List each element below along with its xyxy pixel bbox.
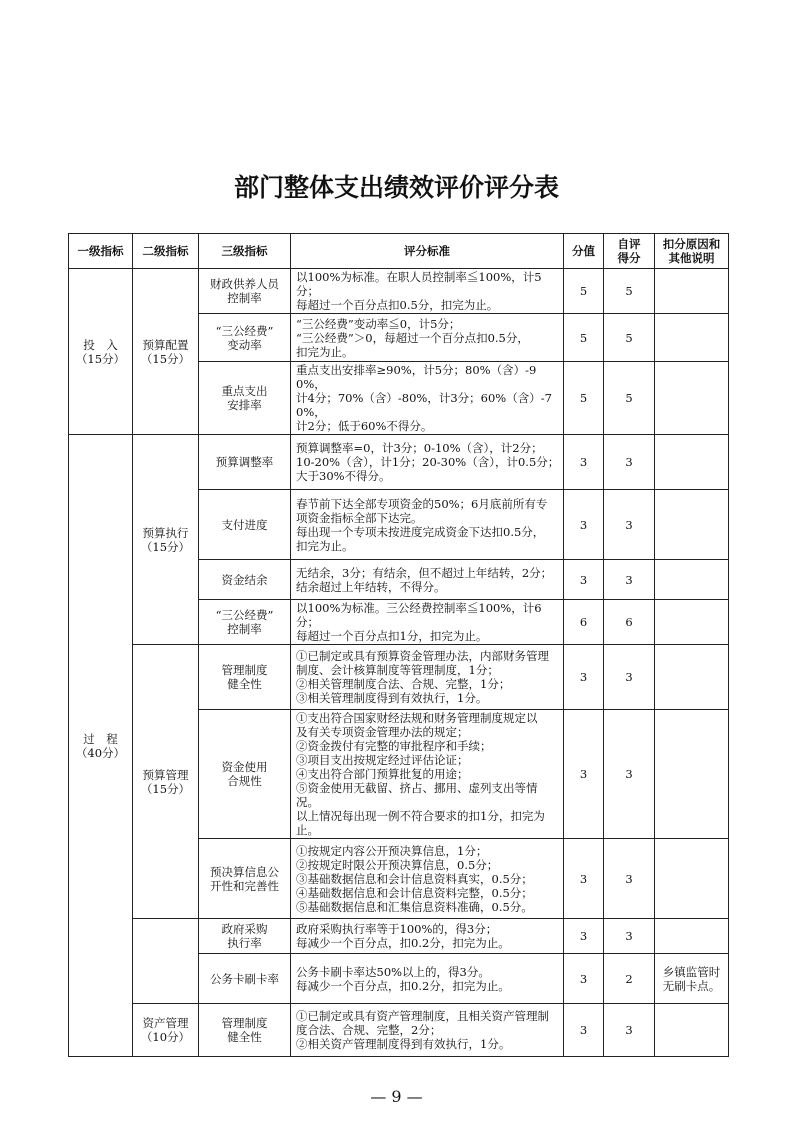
level2-cell-points: （15分）	[140, 351, 191, 366]
criteria-line: 大于30%不得分。	[296, 469, 391, 483]
criteria-line: 每超过一个百分点扣1分，扣完为止。	[296, 629, 488, 643]
header-level1: 一级指标	[69, 234, 133, 269]
level3-cell	[199, 1004, 291, 1057]
level2-cell	[133, 919, 199, 1004]
self-score-cell: 5	[604, 269, 655, 314]
score-cell: 3	[564, 954, 604, 1004]
criteria-cell	[291, 710, 564, 839]
criteria-line: 扣完为止。	[296, 538, 354, 553]
criteria-line: “三公经费”＞0，每超过一个百分点扣0.5分，	[296, 330, 529, 345]
level3-line: 控制率	[227, 291, 262, 305]
score-cell: 3	[564, 490, 604, 560]
note-cell	[655, 435, 729, 490]
self-score-cell: 3	[604, 490, 655, 560]
note-cell	[655, 1004, 729, 1057]
note-cell	[655, 600, 729, 645]
level2-cell-points: （15分）	[140, 781, 191, 796]
criteria-cell	[291, 269, 564, 314]
criteria-line: 计2分；低于60%不得分。	[296, 419, 433, 433]
criteria-cell	[291, 314, 564, 362]
score-cell: 3	[564, 710, 604, 839]
level3-cell	[199, 919, 291, 954]
criteria-cell	[291, 839, 564, 919]
level3-cell	[199, 490, 291, 560]
criteria-line: 每减少一个百分点，扣0.2分，扣完为止。	[296, 978, 510, 993]
self-score-cell: 3	[604, 435, 655, 490]
score-cell: 3	[564, 645, 604, 710]
level3-line: 财政供养人员	[210, 277, 279, 291]
self-score-cell: 3	[604, 645, 655, 710]
header-self-score: 自评得分	[604, 234, 655, 269]
criteria-line: 公务卡刷卡率达50%以上的，得3分。	[296, 964, 490, 979]
header-level2: 二级指标	[133, 234, 199, 269]
self-score-cell: 6	[604, 600, 655, 645]
criteria-line: ②相关管理制度合法、合规、完整，1分；	[296, 677, 511, 691]
score-cell: 3	[564, 560, 604, 600]
level3-cell	[199, 362, 291, 435]
level1-cell-points: （40分）	[75, 745, 126, 760]
level3-line: 重点支出	[221, 384, 268, 398]
criteria-line: ①已制定或具有预算资金管理办法，内部财务管理	[296, 649, 549, 663]
level3-line: “三公经费”	[215, 323, 274, 338]
criteria-line: 结余超过上年结转，不得分。	[296, 579, 446, 594]
criteria-line: “三公经费”变动率≦0，计5分；	[296, 316, 461, 331]
criteria-cell	[291, 1004, 564, 1057]
level3-line: 支付进度	[221, 517, 268, 532]
level2-cell-points: （15分）	[140, 539, 191, 554]
header-level3: 三级指标	[199, 234, 291, 269]
criteria-line: ①已制定或具有资产管理制度，且相关资产管理制	[296, 1009, 549, 1023]
criteria-cell	[291, 919, 564, 954]
level2-cell-label: 预算执行	[142, 525, 189, 540]
criteria-line: 计4分；70%（含）-80%，计3分；60%（含）-70%，	[296, 391, 552, 419]
level3-line: 变动率	[227, 337, 262, 352]
criteria-line: 项资金指标全部下达完。	[296, 510, 423, 525]
self-score-cell: 3	[604, 560, 655, 600]
criteria-line: 每出现一个专项未按进度完成资金下达扣0.5分，	[296, 524, 545, 539]
header-criteria: 评分标准	[291, 234, 564, 269]
criteria-line: 重点支出安排率≥90%，计5分；80%（含）-90%，	[296, 363, 537, 391]
criteria-cell	[291, 645, 564, 710]
criteria-line: 及有关专项资金管理办法的规定；	[296, 725, 469, 739]
criteria-line: ②资金拨付有完整的审批程序和手续；	[296, 739, 492, 753]
score-cell: 5	[564, 362, 604, 435]
level3-line: 安排率	[227, 398, 262, 412]
level3-line: 资金结余	[221, 572, 268, 587]
score-cell: 3	[564, 435, 604, 490]
self-score-cell: 3	[604, 919, 655, 954]
criteria-cell	[291, 954, 564, 1004]
self-score-cell: 3	[604, 710, 655, 839]
criteria-line: ①支出符合国家财经法规和财务管理制度规定以	[296, 711, 538, 725]
table-row	[69, 645, 729, 710]
level3-line: 开性和完善性	[210, 878, 279, 893]
level3-line: 管理制度	[221, 663, 268, 677]
table-header-row	[69, 234, 729, 269]
table-row	[69, 435, 729, 490]
criteria-line: 度合法、合规、完整，2分；	[296, 1023, 442, 1037]
page-number: — 9 —	[370, 1087, 423, 1106]
criteria-line: 以100%为标准。三公经费控制率≦100%，计6分；	[296, 601, 542, 629]
criteria-line: 以100%为标准。在职人员控制率≦100%，计5分；	[296, 270, 542, 298]
level3-line: “三公经费”	[215, 608, 274, 622]
self-score-cell: 5	[604, 362, 655, 435]
level3-line: 健全性	[227, 1030, 262, 1044]
level3-cell	[199, 839, 291, 919]
level1-cell-label: 过 程	[83, 731, 118, 746]
score-cell: 5	[564, 269, 604, 314]
header-notes: 扣分原因和其他说明	[655, 234, 729, 269]
table-row	[69, 1004, 729, 1057]
note-cell	[655, 314, 729, 362]
level1-cell	[69, 435, 133, 1057]
criteria-cell	[291, 560, 564, 600]
self-score-cell: 3	[604, 1004, 655, 1057]
level2-cell-points: （10分）	[140, 1030, 191, 1044]
level3-cell	[199, 560, 291, 600]
level3-cell	[199, 954, 291, 1004]
note-cell	[655, 919, 729, 954]
page-title: 部门整体支出绩效评价评分表	[233, 173, 559, 202]
level1-cell-label: 投 入	[83, 337, 118, 352]
criteria-cell	[291, 435, 564, 490]
level3-line: 合规性	[227, 774, 262, 788]
criteria-line: ⑤资金使用无截留、挤占、挪用、虚列支出等情况。	[296, 781, 538, 809]
criteria-line: 制度、会计核算制度等管理制度，1分；	[296, 663, 499, 677]
level2-cell-label: 资产管理	[142, 1016, 189, 1030]
level2-cell-label: 预算管理	[142, 767, 189, 782]
scoring-table	[68, 233, 729, 1057]
table-row	[69, 269, 729, 314]
note-cell	[655, 490, 729, 560]
criteria-line: 预算调整率=0，计3分；0-10%（含），计2分；	[296, 441, 543, 455]
self-score-cell: 2	[604, 954, 655, 1004]
level3-line: 预决算信息公	[210, 864, 279, 879]
criteria-line: 以上情况每出现一例不符合要求的扣1分，扣完为止。	[296, 809, 545, 837]
level1-cell	[69, 269, 133, 435]
score-cell: 3	[564, 919, 604, 954]
table-row	[69, 919, 729, 954]
level2-cell-label: 预算配置	[142, 337, 189, 352]
level3-line: 健全性	[227, 677, 262, 691]
criteria-line: 每减少一个百分点，扣0.2分，扣完为止。	[296, 936, 510, 950]
level2-cell	[133, 1004, 199, 1057]
criteria-line: ②相关资产管理制度得到有效执行，1分。	[296, 1037, 511, 1051]
note-cell	[655, 560, 729, 600]
score-cell: 3	[564, 1004, 604, 1057]
criteria-line: ③相关管理制度得到有效执行，1分。	[296, 691, 488, 705]
note-cell	[655, 710, 729, 839]
criteria-line: ③基础数据信息和会计信息资料真实，0.5分；	[296, 871, 533, 886]
criteria-line: 政府采购执行率等于100%的，得3分；	[296, 922, 498, 936]
criteria-line: 每超过一个百分点扣0.5分，扣完为止。	[296, 298, 499, 312]
criteria-line: 无结余，3分；有结余，但不超过上年结转，2分；	[296, 565, 553, 580]
level3-cell	[199, 710, 291, 839]
criteria-cell	[291, 362, 564, 435]
criteria-cell	[291, 490, 564, 560]
header-score: 分值	[564, 234, 604, 269]
level3-cell	[199, 600, 291, 645]
criteria-line: ④支出符合部门预算批复的用途；	[296, 767, 469, 781]
note-cell	[655, 645, 729, 710]
criteria-line: ③项目支出按规定经过评估论证；	[296, 753, 469, 767]
note-cell: 乡镇监管时无刷卡点。	[655, 954, 729, 1004]
note-cell	[655, 362, 729, 435]
criteria-line: 10-20%（含），计1分；20-30%（含），计0.5分；	[296, 455, 560, 469]
level3-cell	[199, 435, 291, 490]
criteria-cell	[291, 600, 564, 645]
level2-cell	[133, 645, 199, 919]
level3-line: 公务卡刷卡率	[210, 971, 279, 986]
level3-cell	[199, 314, 291, 362]
self-score-cell: 3	[604, 839, 655, 919]
level3-line: 控制率	[227, 622, 262, 636]
score-cell: 3	[564, 839, 604, 919]
score-cell: 5	[564, 314, 604, 362]
score-cell: 6	[564, 600, 604, 645]
level1-cell-points: （15分）	[75, 351, 126, 366]
criteria-line: ②按规定时限公开预决算信息，0.5分；	[296, 857, 499, 872]
criteria-line: 扣完为止。	[296, 344, 354, 359]
criteria-line: 春节前下达全部专项资金的50%；6月底前所有专	[296, 496, 548, 511]
level3-line: 政府采购	[221, 922, 268, 936]
self-score-cell: 5	[604, 314, 655, 362]
level3-line: 管理制度	[221, 1016, 268, 1030]
level3-line: 预算调整率	[215, 455, 274, 469]
note-cell	[655, 839, 729, 919]
level2-cell	[133, 435, 199, 645]
level3-cell	[199, 645, 291, 710]
criteria-line: ⑤基础数据信息和汇集信息资料准确，0.5分。	[296, 899, 533, 914]
level3-line: 资金使用	[221, 760, 268, 774]
criteria-line: ④基础数据信息和会计信息资料完整，0.5分；	[296, 885, 533, 900]
note-cell	[655, 269, 729, 314]
level3-line: 执行率	[227, 936, 262, 950]
criteria-line: ①按规定内容公开预决算信息，1分；	[296, 843, 488, 858]
level2-cell	[133, 269, 199, 435]
level3-cell	[199, 269, 291, 314]
